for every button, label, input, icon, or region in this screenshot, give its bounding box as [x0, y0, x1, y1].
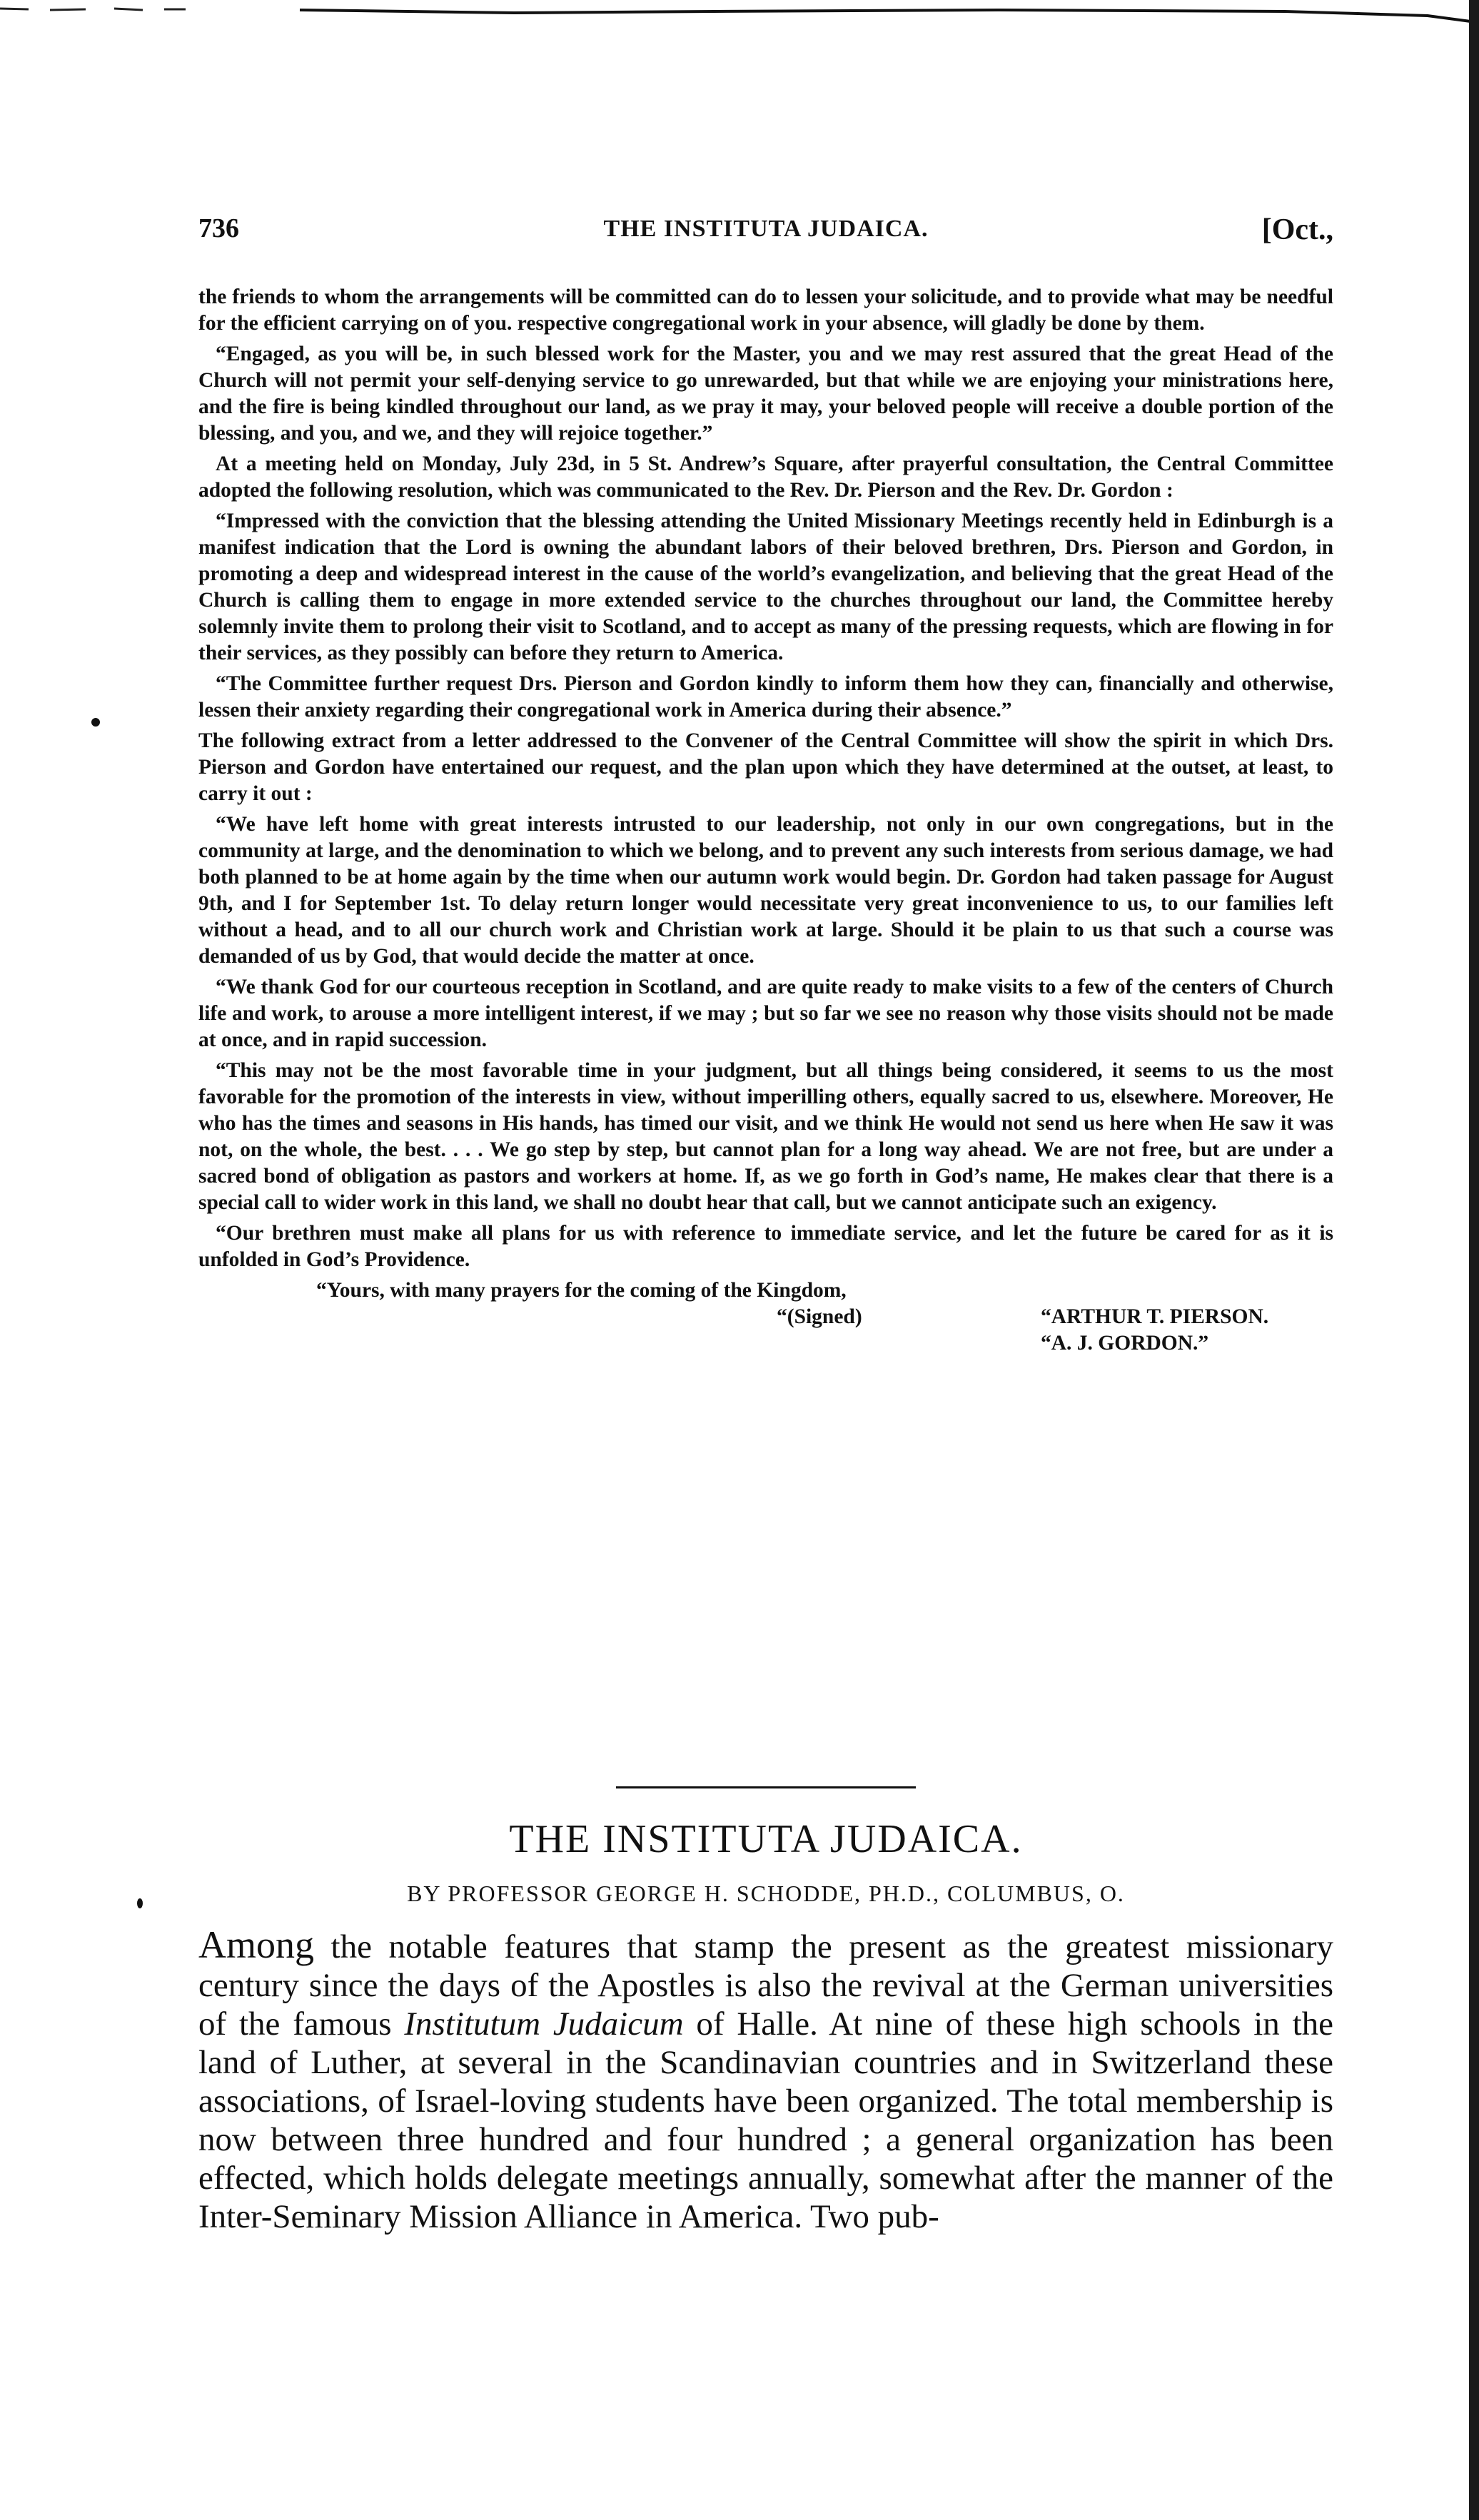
- closing-line: “Yours, with many prayers for the coming of the Kingdom,: [316, 1279, 847, 1302]
- signatory: “A. J. GORDON.”: [1041, 1332, 1209, 1355]
- paragraph: “Impressed with the conviction that the blessing attending the United Missionary Meetings recently held in Edinburgh is a manifest indication that the Lord is owning the abundant labors of their beloved brethren, Drs. Pierson and Gordon, in promoting a deep and widespread interest in the cause of the world’s evangelization, and believing that the great Head of the Church is calling them to engage in more extended service to the churches throughout our land, the Committee hereby solemnly invite them to prolong their visit to Scotland, and to accept as many of the pressing requests, which are flowing in for their services, as they possibly can before they return to America.: [198, 510, 1333, 664]
- margin-mark: [137, 1898, 143, 1908]
- paragraph: The following extract from a letter addressed to the Convener of the Central Committee will show the spirit in which Drs. Pierson and Gordon have entertained our request, and the plan upon which they have determined at the outset, at least, to carry it out :: [198, 729, 1333, 805]
- page: [198, 213, 1333, 1363]
- article-lead-paragraph: [198, 1923, 1333, 2236]
- section-divider: [616, 1786, 916, 1788]
- signatory: “ARTHUR T. PIERSON.: [1041, 1305, 1269, 1328]
- paragraph: “The Committee further request Drs. Pierson and Gordon kindly to inform them how they can, financially and otherwise, lessen their anxiety regarding their congregational work in America during their absence.”: [198, 672, 1333, 722]
- paragraph: “Engaged, as you will be, in such blessed work for the Master, you and we may rest assured that the great Head of the Church will not permit your self-denying service to go unrewarded, but that while we are enjoying your ministrations here, and the fire is being kindled throughout our land, as we pray it may, your beloved people will receive a double portion of the blessing, and you, and we, and they will rejoice together.”: [198, 343, 1333, 445]
- paragraph: the friends to whom the arrangements will be committed can do to lessen your solicitude, and to provide what may be needful for the efficient carrying on of you. respective congregational work in your absence, will gladly be done by them.: [198, 285, 1333, 335]
- paragraph: “We have left home with great interests intrusted to our leadership, not only in our own congregations, but in the community at large, and the denomination to which we belong, and to prevent any such interests from serious damage, we had both planned to be at home again by the time when our autumn work would begin. Dr. Gordon had taken passage for August 9th, and I for September 1st. To delay return longer would necessitate very great inconvenience to us, to our families left without a head, and to all our church work and Christian work at large. Should it be plain to us that such a course was demanded of us by God, that would decide the matter at once.: [198, 813, 1333, 968]
- right-edge-shadow: [1469, 0, 1479, 2520]
- paragraph: “This may not be the most favorable time in your judgment, but all things being considered, it seems to us the most favorable for the promotion of the interests in view, without imperilling others, equally sacred to us, elsewhere. Moreover, He who has the times and seasons in His hands, has timed our visit, and we think He would not send us here when He saw it was not, on the whole, the best. . . . We go step by step, but cannot plan for a long way ahead. We are not free, but are under a sacred bond of obligation as pastors and workers at home. If, as we go forth in God’s name, He makes clear that there is a special call to wider work in this land, we shall no doubt hear that call, but we cannot anticipate such an exigency.: [198, 1059, 1333, 1214]
- top-edge-scan-marks: [0, 0, 1479, 29]
- running-head: [198, 213, 1333, 255]
- running-month: [Oct.,: [1261, 213, 1333, 246]
- page-number: 736: [198, 213, 239, 243]
- lead-italic: Institutum Judaicum: [404, 2005, 684, 2043]
- article-title: THE INSTITUTA JUDAICA.: [509, 1817, 1023, 1861]
- letter-body: [198, 284, 1333, 1273]
- paragraph: At a meeting held on Monday, July 23d, in 5 St. Andrew’s Square, after prayerful consultation, the Central Committee adopted the following resolution, which was communicated to the Rev. Dr. Pierson and the Rev. Dr. Gordon :: [198, 452, 1333, 502]
- signature-block: [198, 1277, 1333, 1363]
- lead-text: the notable features that stamp the present as the greatest missionary century since the days of the Apostles is also the revival at the German universities of the famous: [198, 1928, 1333, 2043]
- paragraph: “Our brethren must make all plans for us with reference to immediate service, and let the future be cared for as it is unfolded in God’s Providence.: [198, 1222, 1333, 1271]
- lead-text: of Halle. At nine of these high schools in the land of Luther, at several in the Scandinavian countries and in Switzerland these associations, of Israel-loving students have been organized. The total membership is now between three hundred and four hundred ; a general organization has been effected, which holds delegate meetings annually, somewhat after the manner of the Inter-Seminary Mission Alliance in America. Two pub-: [198, 2005, 1333, 2235]
- margin-mark: [91, 718, 100, 727]
- article-byline: BY PROFESSOR GEORGE H. SCHODDE, PH.D., COLUMBUS, O.: [407, 1881, 1125, 1906]
- paragraph: “We thank God for our courteous reception in Scotland, and are quite ready to make visits to a few of the centers of Church life and work, to arouse a more intelligent interest, if we may ; but so far we see no reason why those visits should not be made at once, and in rapid succession.: [198, 976, 1333, 1051]
- signed-label: “(Signed): [777, 1305, 862, 1328]
- running-title: THE INSTITUTA JUDAICA.: [603, 216, 929, 242]
- lead-word: Among: [198, 1923, 314, 1966]
